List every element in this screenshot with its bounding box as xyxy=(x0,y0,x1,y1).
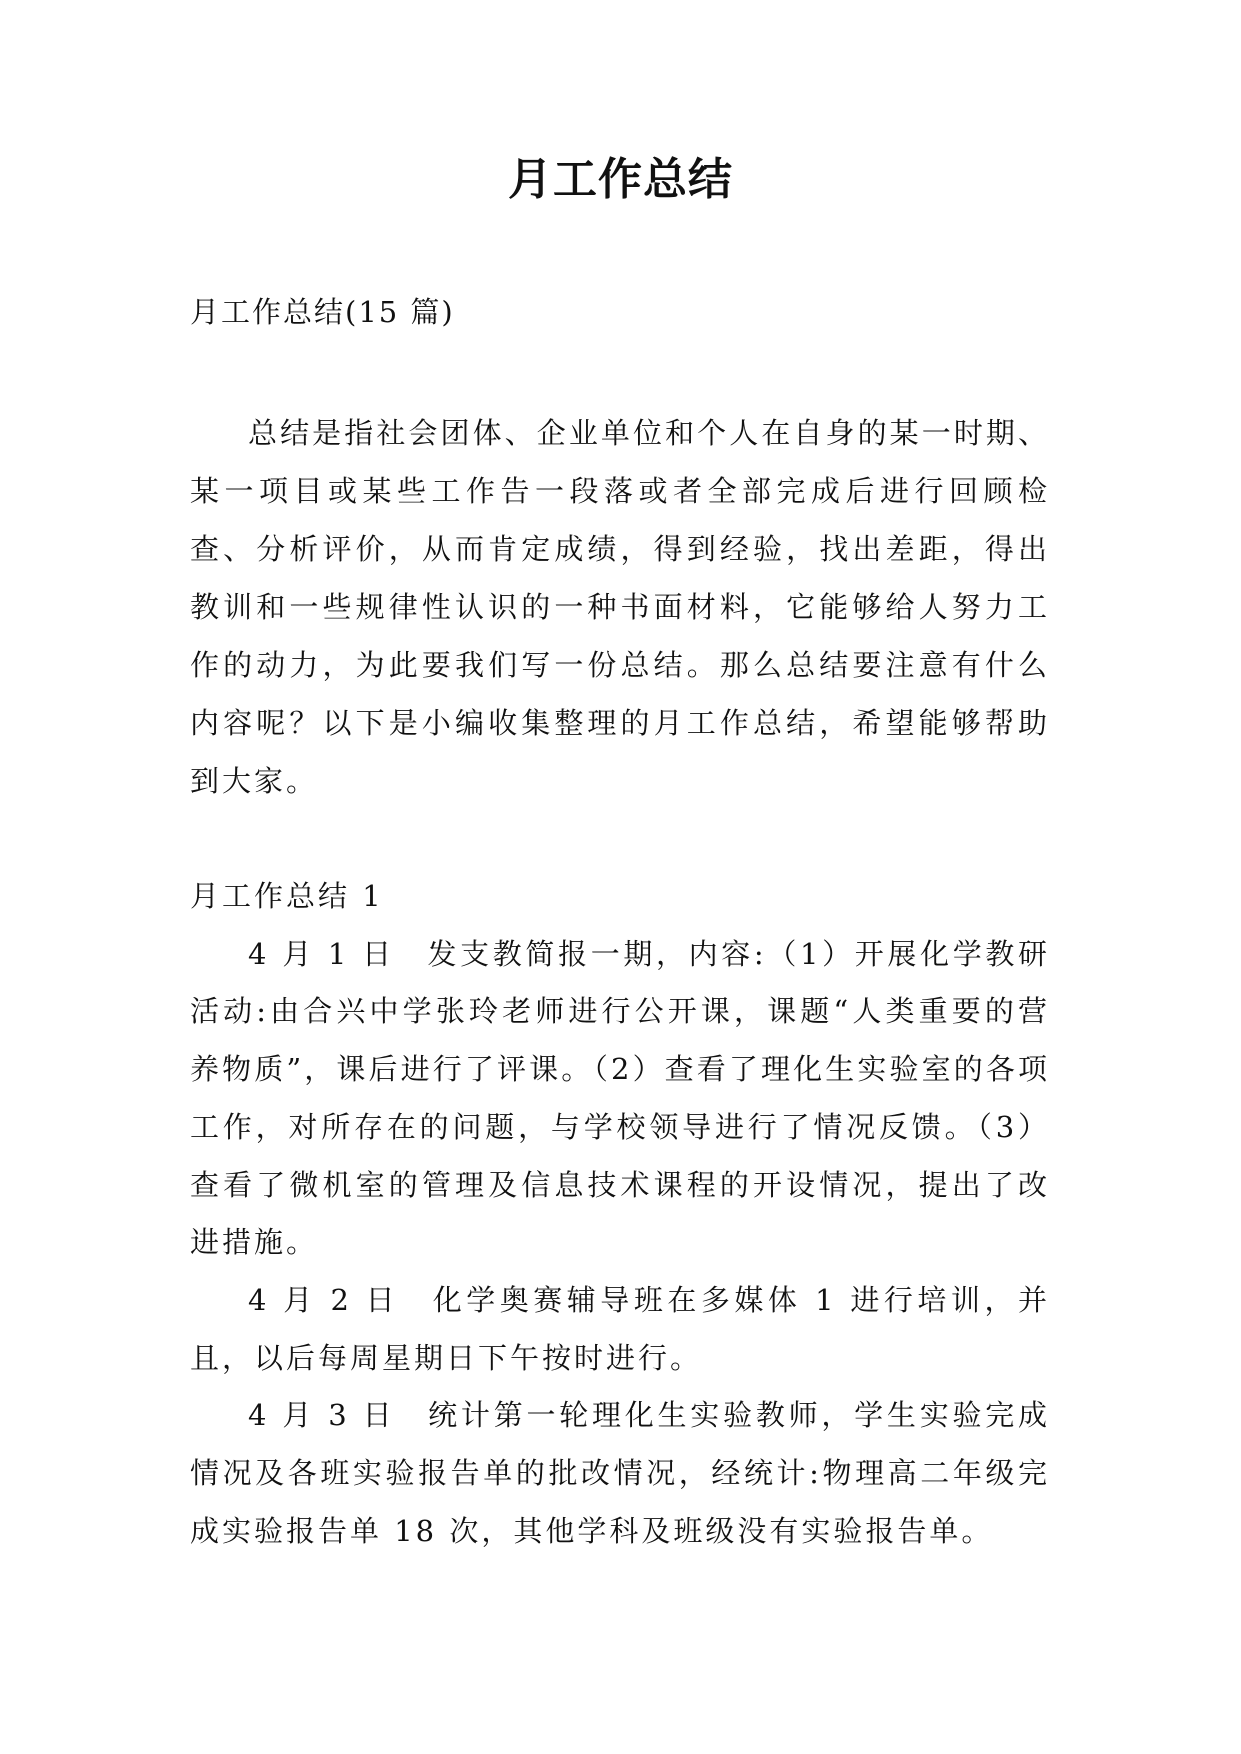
intro-paragraph: 总结是指社会团体、企业单位和个人在自身的某一时期、某一项目或某些工作告一段落或者全部完成后进行回顾检查、分析评价，从而肯定成绩，得到经验，找出差距，得出教训和一些规律性认识的一种书面材料，它能够给人努力工作的动力，为此要我们写一份总结。那么总结要注意有什么内容呢？以下是小编收集整理的月工作总结，希望能够帮助到大家。 xyxy=(190,416,1050,798)
document-subtitle: 月工作总结(15 篇) xyxy=(190,295,455,329)
entry-paragraph: 4 月 1 日 发支教简报一期，内容:（1）开展化学教研活动:由合兴中学张玲老师进行公开课，课题“人类重要的营养物质”，课后进行了评课。（2）查看了理化生实验室的各项工作，对所存在的问题，与学校领导进行了情况反馈。（3）查看了微机室的管理及信息技术课程的开设情况，提出了改进措施。 xyxy=(190,936,1050,1260)
entry-paragraph: 4 月 2 日 化学奥赛辅导班在多媒体 1 进行培训，并且，以后每周星期日下午按时进行。 xyxy=(190,1282,1050,1375)
section-1 xyxy=(190,868,1050,1560)
intro-block xyxy=(190,404,1050,810)
section-heading: 月工作总结 1 xyxy=(190,879,384,913)
document-title: 月工作总结 xyxy=(508,154,733,205)
entry-paragraph: 4 月 3 日 统计第一轮理化生实验教师，学生实验完成情况及各班实验报告单的批改情况，经统计:物理高二年级完成实验报告单 18 次，其他学科及班级没有实验报告单。 xyxy=(190,1398,1050,1548)
